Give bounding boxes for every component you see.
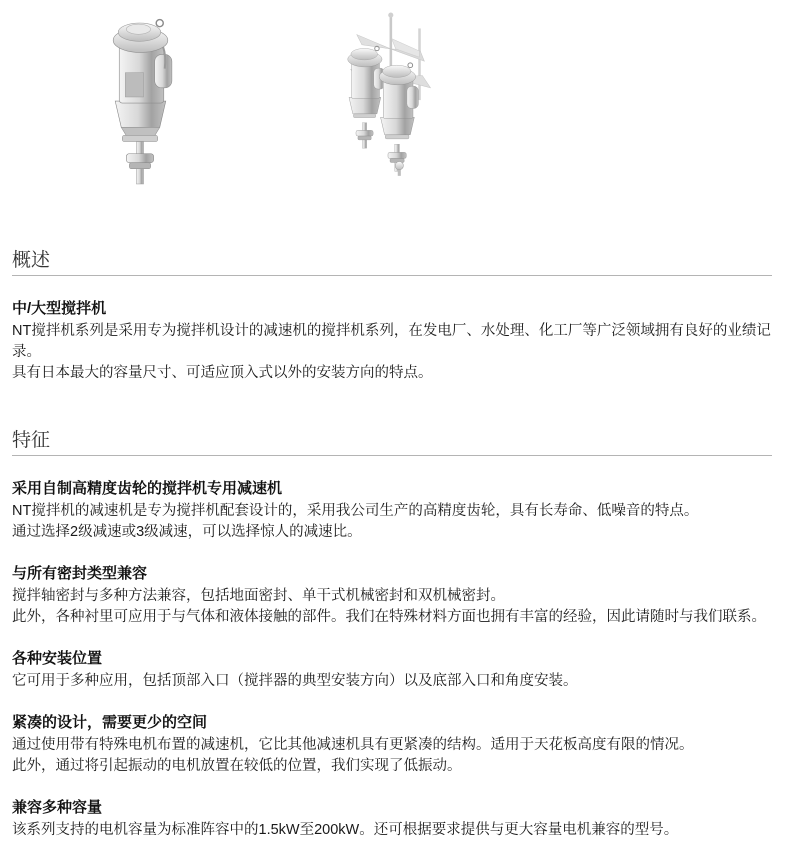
feature-title: 与所有密封类型兼容 (12, 565, 148, 582)
overview-line: NT搅拌机系列是采用专为搅拌机设计的减速机的搅拌机系列，在发电厂、水处理、化工厂等广泛领域拥有良好的业绩记 (12, 323, 771, 339)
feature-block-seals (12, 563, 772, 628)
feature-title: 采用自制高精度齿轮的搅拌机专用减速机 (12, 480, 283, 497)
section-heading-features: 特征 (12, 430, 772, 456)
feature-line: 该系列支持的电机容量为标准阵容中的1.5kW至200kW。还可根据要求提供与更大容量电机兼容的型号。 (12, 822, 679, 838)
overview-block-title: 中/大型搅拌机 (12, 300, 107, 317)
product-image-agitator-pair-impellers (328, 10, 446, 182)
feature-title: 兼容多种容量 (12, 799, 103, 816)
feature-line: 搅拌轴密封与多种方法兼容，包括地面密封、单干式机械密封和双机械密封。 (12, 588, 505, 604)
section-heading-overview: 概述 (12, 250, 772, 276)
feature-line: 此外，各种衬里可应用于与气体和液体接触的部件。我们在特殊材料方面也拥有丰富的经验，因此请随时与我们联系。 (12, 609, 766, 625)
product-image-large-agitator (93, 14, 188, 186)
feature-line: NT搅拌机的减速机是专为搅拌机配套设计的，采用我公司生产的高精度齿轮，具有长寿命、低噪音的特点。 (12, 503, 699, 519)
feature-line: 它可用于多种应用，包括顶部入口（搅拌器的典型安装方向）以及底部入口和角度安装。 (12, 673, 578, 689)
content-area (0, 250, 800, 855)
overview-line: 录。 (12, 344, 41, 360)
feature-line: 此外，通过将引起振动的电机放置在较低的位置，我们实现了低振动。 (12, 758, 462, 774)
feature-title: 紧凑的设计，需要更少的空间 (12, 714, 208, 731)
overview-block (12, 298, 772, 384)
overview-line: 具有日本最大的容量尺寸、可适应顶入式以外的安装方向的特点。 (12, 365, 433, 381)
section-features (12, 430, 772, 841)
feature-line: 通过使用带有特殊电机布置的减速机，它比其他减速机具有更紧凑的结构。适用于天花板高度有限的情况。 (12, 737, 694, 753)
section-overview (12, 250, 772, 384)
hero-image-row (0, 0, 800, 190)
feature-line: 通过选择2级减速或3级减速，可以选择惊人的减速比。 (12, 524, 362, 540)
feature-block-compact (12, 712, 772, 777)
feature-title: 各种安装位置 (12, 650, 103, 667)
feature-block-mounting (12, 648, 772, 692)
feature-block-capacity (12, 797, 772, 841)
feature-block-gears (12, 478, 772, 543)
